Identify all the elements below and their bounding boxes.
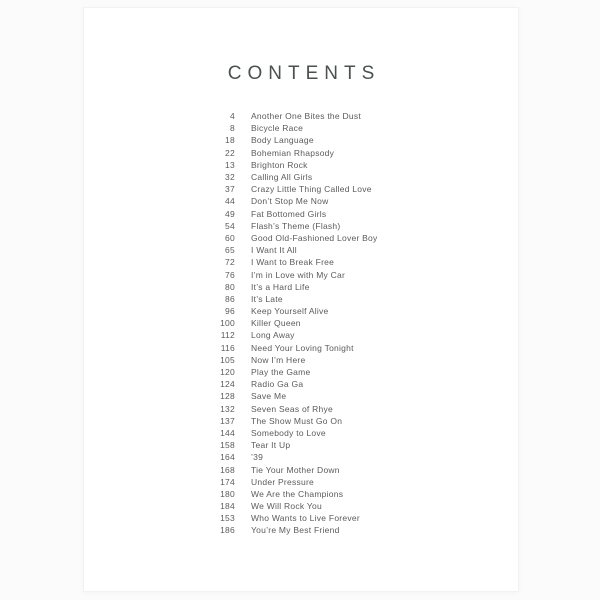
toc-song-title: We Will Rock You <box>251 501 322 512</box>
toc-row <box>84 524 518 536</box>
toc-song-title: I’m in Love with My Car <box>251 269 346 280</box>
toc-row <box>84 451 518 463</box>
toc-row <box>84 329 518 341</box>
toc-page-number: 164 <box>220 452 235 463</box>
toc-row <box>84 208 518 220</box>
toc-page-number: 132 <box>220 403 235 414</box>
toc-page-number: 124 <box>220 379 235 390</box>
toc-page-number: 112 <box>220 330 235 341</box>
toc-page-number: 168 <box>220 464 235 475</box>
toc-row <box>84 476 518 488</box>
toc-row <box>84 488 518 500</box>
toc-row <box>84 512 518 524</box>
toc-page-number: 72 <box>225 257 235 268</box>
toc-row <box>84 427 518 439</box>
toc-row <box>84 232 518 244</box>
toc-row <box>84 305 518 317</box>
toc-page-number: 105 <box>220 354 235 365</box>
toc-page-number: 37 <box>225 184 235 195</box>
toc-song-title: Keep Yourself Alive <box>251 306 329 317</box>
toc-row <box>84 354 518 366</box>
toc-list <box>84 110 518 537</box>
toc-song-title: Don’t Stop Me Now <box>251 196 329 207</box>
toc-row <box>84 171 518 183</box>
toc-song-title: Long Away <box>251 330 295 341</box>
toc-page-number: 54 <box>225 220 235 231</box>
toc-song-title: Who Wants to Live Forever <box>251 513 360 524</box>
toc-page-number: 180 <box>220 488 235 499</box>
toc-page-number: 86 <box>225 293 235 304</box>
toc-song-title: Radio Ga Ga <box>251 379 304 390</box>
toc-row <box>84 256 518 268</box>
toc-page-number: 4 <box>230 111 235 122</box>
toc-row <box>84 281 518 293</box>
toc-row <box>84 342 518 354</box>
toc-row <box>84 378 518 390</box>
toc-song-title: Killer Queen <box>251 318 301 329</box>
contents-page <box>83 7 519 592</box>
toc-page-number: 137 <box>220 415 235 426</box>
toc-song-title: Play the Game <box>251 367 311 378</box>
toc-song-title: You’re My Best Friend <box>251 525 340 536</box>
toc-row <box>84 500 518 512</box>
toc-row <box>84 244 518 256</box>
toc-page-number: 32 <box>225 172 235 183</box>
toc-row <box>84 183 518 195</box>
toc-song-title: Tie Your Mother Down <box>251 464 340 475</box>
toc-row <box>84 463 518 475</box>
toc-song-title: It’s a Hard Life <box>251 281 310 292</box>
toc-page-number: 76 <box>225 269 235 280</box>
toc-song-title: Good Old-Fashioned Lover Boy <box>251 232 378 243</box>
toc-page-number: 13 <box>225 159 235 170</box>
toc-song-title: Under Pressure <box>251 476 315 487</box>
toc-page-number: 8 <box>230 123 235 134</box>
toc-page-number: 186 <box>220 525 235 536</box>
toc-song-title: The Show Must Go On <box>251 415 343 426</box>
toc-song-title: We Are the Champions <box>251 488 344 499</box>
toc-page-number: 100 <box>220 318 235 329</box>
toc-row <box>84 147 518 159</box>
toc-song-title: Fat Bottomed Girls <box>251 208 327 219</box>
toc-song-title: Seven Seas of Rhye <box>251 403 333 414</box>
toc-row <box>84 293 518 305</box>
toc-row <box>84 220 518 232</box>
toc-song-title: ’39 <box>251 452 264 463</box>
toc-page-number: 158 <box>220 440 235 451</box>
toc-row <box>84 195 518 207</box>
toc-song-title: Bohemian Rhapsody <box>251 147 335 158</box>
toc-song-title: Body Language <box>251 135 314 146</box>
toc-row <box>84 415 518 427</box>
toc-page-number: 116 <box>220 342 235 353</box>
toc-song-title: Need Your Loving Tonight <box>251 342 354 353</box>
toc-row <box>84 159 518 171</box>
toc-song-title: Flash’s Theme (Flash) <box>251 220 341 231</box>
toc-page-number: 128 <box>220 391 235 402</box>
toc-page-number: 120 <box>220 367 235 378</box>
toc-song-title: I Want It All <box>251 245 297 256</box>
toc-song-title: Save Me <box>251 391 287 402</box>
toc-page-number: 144 <box>220 427 235 438</box>
toc-song-title: I Want to Break Free <box>251 257 335 268</box>
toc-row <box>84 134 518 146</box>
toc-page-number: 22 <box>225 147 235 158</box>
toc-song-title: Another One Bites the Dust <box>251 111 361 122</box>
toc-song-title: It’s Late <box>251 293 283 304</box>
toc-page-number: 44 <box>225 196 235 207</box>
toc-row <box>84 110 518 122</box>
toc-row <box>84 439 518 451</box>
toc-song-title: Brighton Rock <box>251 159 308 170</box>
toc-song-title: Now I’m Here <box>251 354 306 365</box>
toc-song-title: Crazy Little Thing Called Love <box>251 184 372 195</box>
toc-page-number: 96 <box>225 306 235 317</box>
page-title: CONTENTS <box>227 63 381 84</box>
toc-song-title: Somebody to Love <box>251 427 326 438</box>
toc-page-number: 65 <box>225 245 235 256</box>
toc-page-number: 60 <box>225 232 235 243</box>
toc-row <box>84 390 518 402</box>
toc-page-number: 153 <box>220 513 235 524</box>
toc-song-title: Calling All Girls <box>251 172 313 183</box>
toc-row <box>84 366 518 378</box>
toc-row <box>84 403 518 415</box>
toc-page-number: 184 <box>220 501 235 512</box>
toc-page-number: 174 <box>220 476 235 487</box>
toc-row <box>84 268 518 280</box>
toc-page-number: 80 <box>225 281 235 292</box>
toc-song-title: Tear It Up <box>251 440 291 451</box>
toc-row <box>84 317 518 329</box>
toc-page-number: 18 <box>225 135 235 146</box>
toc-row <box>84 122 518 134</box>
toc-song-title: Bicycle Race <box>251 123 304 134</box>
toc-page-number: 49 <box>225 208 235 219</box>
